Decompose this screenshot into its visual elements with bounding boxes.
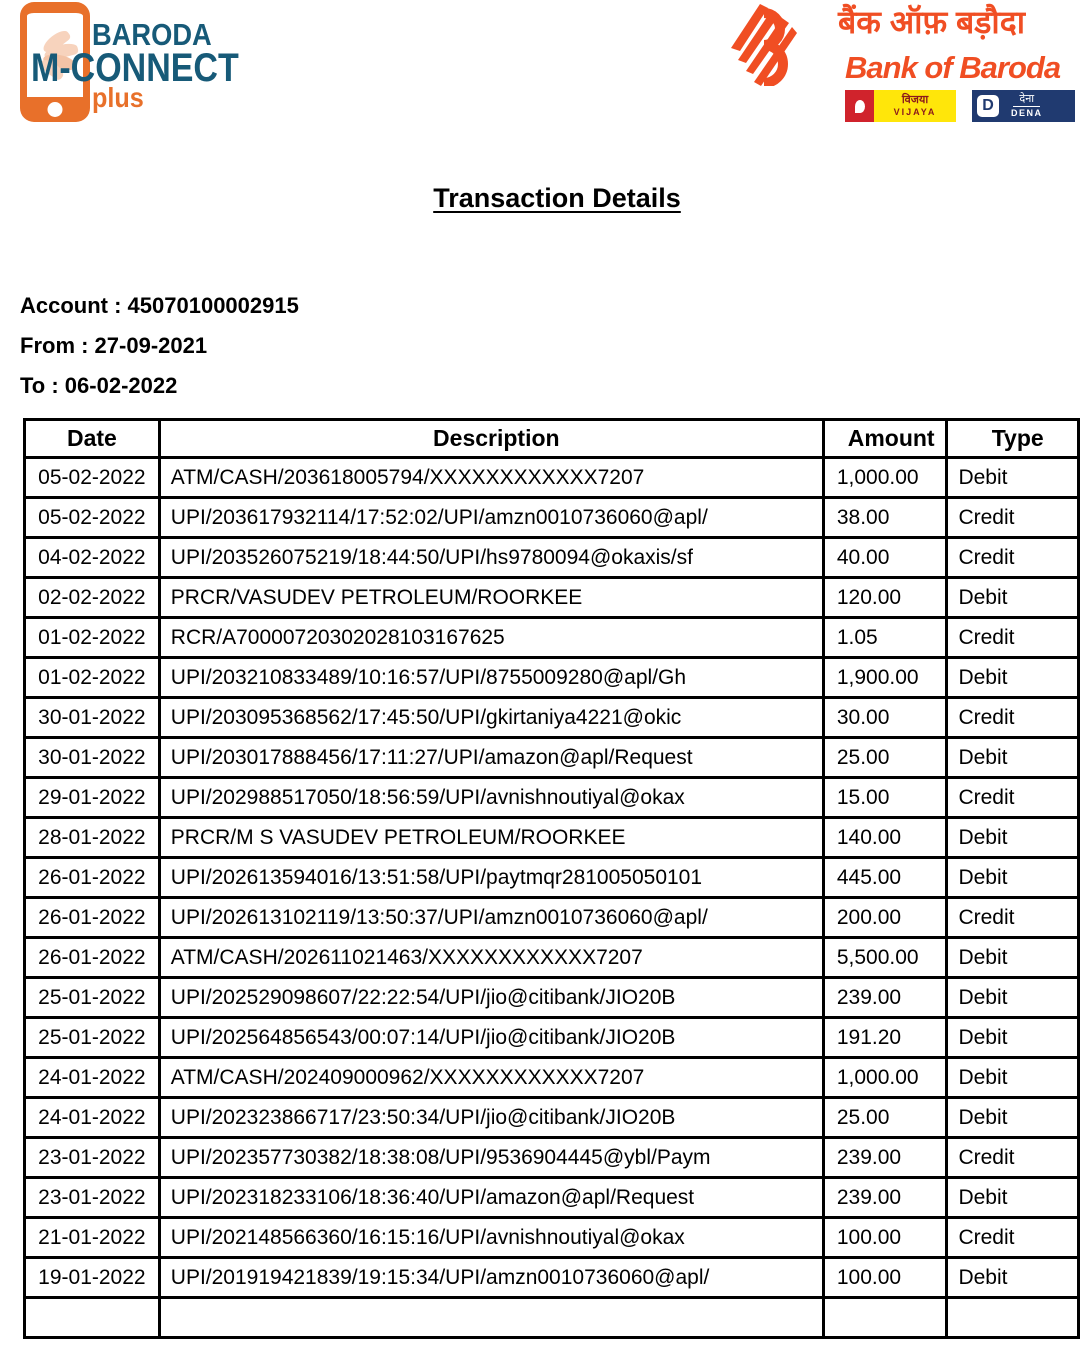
transaction-description: PRCR/M S VASUDEV PETROLEUM/ROORKEE (159, 818, 823, 858)
transaction-description: UPI/202318233106/18:36:40/UPI/amazon@apl/Request (159, 1178, 823, 1218)
transaction-date: 05-02-2022 (25, 458, 160, 498)
vijaya-bank-logo (845, 90, 956, 122)
transaction-type: Credit (947, 778, 1079, 818)
dena-bank-logo (972, 90, 1075, 122)
transaction-amount: 445.00 (823, 858, 947, 898)
column-header-date: Date (25, 420, 160, 458)
transaction-description: ATM/CASH/203618005794/XXXXXXXXXXXX7207 (159, 458, 823, 498)
column-header-description: Description (159, 420, 823, 458)
transaction-amount: 1.05 (823, 618, 947, 658)
dena-d-icon: D (977, 95, 999, 117)
account-number-line: Account : 45070100002915 (20, 293, 299, 318)
transaction-date: 24-01-2022 (25, 1058, 160, 1098)
table-row (25, 1178, 1079, 1218)
transaction-type: Debit (947, 1258, 1079, 1298)
transaction-amount: 38.00 (823, 498, 947, 538)
partial-table-row (25, 1298, 1079, 1338)
table-row (25, 818, 1079, 858)
transaction-amount: 239.00 (823, 1138, 947, 1178)
table-row (25, 1218, 1079, 1258)
transaction-date: 01-02-2022 (25, 618, 160, 658)
vijaya-english-text: VIJAYA (893, 107, 937, 117)
table-row (25, 738, 1079, 778)
page-title: Transaction Details (433, 183, 681, 213)
transaction-date: 02-02-2022 (25, 578, 160, 618)
vijaya-hindi-text: विजया (901, 94, 929, 106)
transaction-description: UPI/202613594016/13:51:58/UPI/paytmqr281005050101 (159, 858, 823, 898)
table-row (25, 698, 1079, 738)
transaction-amount: 1,000.00 (823, 1058, 947, 1098)
transaction-amount: 100.00 (823, 1258, 947, 1298)
transaction-description: UPI/202357730382/18:38:08/UPI/9536904445@ybl/Paym (159, 1138, 823, 1178)
transaction-description: UPI/202323866717/23:50:34/UPI/jio@citibank/JIO20B (159, 1098, 823, 1138)
table-row (25, 458, 1079, 498)
transaction-type: Debit (947, 658, 1079, 698)
column-header-type: Type (947, 420, 1079, 458)
transaction-amount: 191.20 (823, 1018, 947, 1058)
transaction-amount: 100.00 (823, 1218, 947, 1258)
transaction-type: Debit (947, 1098, 1079, 1138)
transaction-amount: 239.00 (823, 1178, 947, 1218)
transaction-date: 25-01-2022 (25, 978, 160, 1018)
mconnect-plus-text: plus (92, 82, 144, 113)
transaction-amount: 25.00 (823, 738, 947, 778)
dena-english-text: DENA (1011, 108, 1043, 118)
table-row (25, 578, 1079, 618)
transaction-date: 04-02-2022 (25, 538, 160, 578)
baroda-mconnect-logo (0, 0, 260, 135)
transaction-description: ATM/CASH/202409000962/XXXXXXXXXXXX7207 (159, 1058, 823, 1098)
table-row (25, 778, 1079, 818)
transaction-amount: 15.00 (823, 778, 947, 818)
table-row (25, 538, 1079, 578)
transaction-type: Debit (947, 858, 1079, 898)
transaction-type: Debit (947, 1178, 1079, 1218)
transaction-date: 23-01-2022 (25, 1138, 160, 1178)
baroda-sun-icon (727, 4, 797, 86)
transaction-date: 21-01-2022 (25, 1218, 160, 1258)
transaction-date: 19-01-2022 (25, 1258, 160, 1298)
transaction-description: UPI/203617932114/17:52:02/UPI/amzn0010736060@apl/ (159, 498, 823, 538)
transaction-type: Credit (947, 498, 1079, 538)
transaction-description: UPI/203017888456/17:11:27/UPI/amazon@apl/Request (159, 738, 823, 778)
table-row (25, 498, 1079, 538)
transactions-body (25, 458, 1079, 1338)
transaction-date: 23-01-2022 (25, 1178, 160, 1218)
mconnect-connect-text: M-CONNECT (31, 46, 239, 90)
table-row (25, 658, 1079, 698)
transaction-type: Debit (947, 1018, 1079, 1058)
transaction-date: 05-02-2022 (25, 498, 160, 538)
transaction-date: 24-01-2022 (25, 1098, 160, 1138)
account-info (20, 293, 299, 413)
table-row (25, 1258, 1079, 1298)
transaction-amount: 239.00 (823, 978, 947, 1018)
transaction-type: Debit (947, 578, 1079, 618)
transaction-date: 28-01-2022 (25, 818, 160, 858)
transaction-description: UPI/201919421839/19:15:34/UPI/amzn0010736060@apl/ (159, 1258, 823, 1298)
transaction-amount: 140.00 (823, 818, 947, 858)
transaction-description: UPI/203526075219/18:44:50/UPI/hs9780094@okaxis/sf (159, 538, 823, 578)
table-header-row (25, 420, 1079, 458)
transaction-description: ATM/CASH/202611021463/XXXXXXXXXXXX7207 (159, 938, 823, 978)
transaction-type: Debit (947, 458, 1079, 498)
mconnect-baroda-text: BARODA (92, 17, 212, 52)
table-row (25, 978, 1079, 1018)
transaction-type: Credit (947, 538, 1079, 578)
table-row (25, 858, 1079, 898)
table-row (25, 618, 1079, 658)
table-row (25, 1018, 1079, 1058)
transaction-type: Credit (947, 1218, 1079, 1258)
transaction-date: 26-01-2022 (25, 858, 160, 898)
transaction-description: UPI/202529098607/22:22:54/UPI/jio@citibank/JIO20B (159, 978, 823, 1018)
table-row (25, 1098, 1079, 1138)
transaction-type: Debit (947, 1058, 1079, 1098)
transaction-type: Debit (947, 938, 1079, 978)
transaction-type: Debit (947, 978, 1079, 1018)
dena-hindi-text: देना (1013, 93, 1040, 107)
transaction-description: RCR/A70000720302028103167625 (159, 618, 823, 658)
table-row (25, 898, 1079, 938)
transaction-amount: 25.00 (823, 1098, 947, 1138)
transaction-type: Credit (947, 1138, 1079, 1178)
column-header-amount: Amount (823, 420, 947, 458)
transaction-description: UPI/203095368562/17:45:50/UPI/gkirtaniya4221@okic (159, 698, 823, 738)
transaction-description: UPI/202988517050/18:56:59/UPI/avnishnoutiyal@okax (159, 778, 823, 818)
table-row (25, 1138, 1079, 1178)
transaction-amount: 120.00 (823, 578, 947, 618)
transaction-amount: 200.00 (823, 898, 947, 938)
transaction-amount: 5,500.00 (823, 938, 947, 978)
phone-home-button-icon (48, 102, 63, 117)
transaction-date: 26-01-2022 (25, 898, 160, 938)
transaction-date: 25-01-2022 (25, 1018, 160, 1058)
table-row (25, 938, 1079, 978)
transaction-description: UPI/202564856543/00:07:14/UPI/jio@citibank/JIO20B (159, 1018, 823, 1058)
transaction-date: 01-02-2022 (25, 658, 160, 698)
bank-of-baroda-logo (700, 0, 1080, 135)
transaction-type: Credit (947, 898, 1079, 938)
transaction-description: UPI/202613102119/13:50:37/UPI/amzn0010736060@apl/ (159, 898, 823, 938)
transaction-date: 29-01-2022 (25, 778, 160, 818)
transaction-amount: 40.00 (823, 538, 947, 578)
transaction-type: Credit (947, 618, 1079, 658)
to-date-line: To : 06-02-2022 (20, 373, 178, 398)
transaction-description: PRCR/VASUDEV PETROLEUM/ROORKEE (159, 578, 823, 618)
transaction-description: UPI/202148566360/16:15:16/UPI/avnishnoutiyal@okax (159, 1218, 823, 1258)
transaction-amount: 30.00 (823, 698, 947, 738)
table-row (25, 1058, 1079, 1098)
transaction-date: 30-01-2022 (25, 738, 160, 778)
transaction-type: Debit (947, 738, 1079, 778)
transaction-type: Credit (947, 698, 1079, 738)
transaction-description: UPI/203210833489/10:16:57/UPI/8755009280@apl/Gh (159, 658, 823, 698)
bank-of-baroda-english-text: Bank of Baroda (845, 50, 1061, 85)
transaction-amount: 1,000.00 (823, 458, 947, 498)
transaction-date: 26-01-2022 (25, 938, 160, 978)
vijaya-bird-icon (845, 90, 874, 122)
transaction-amount: 1,900.00 (823, 658, 947, 698)
from-date-line: From : 27-09-2021 (20, 333, 208, 358)
transaction-date: 30-01-2022 (25, 698, 160, 738)
bank-of-baroda-hindi-text: बैंक ऑफ़ बड़ौदा (838, 4, 1025, 40)
transaction-type: Debit (947, 818, 1079, 858)
transactions-table (23, 418, 1080, 1339)
